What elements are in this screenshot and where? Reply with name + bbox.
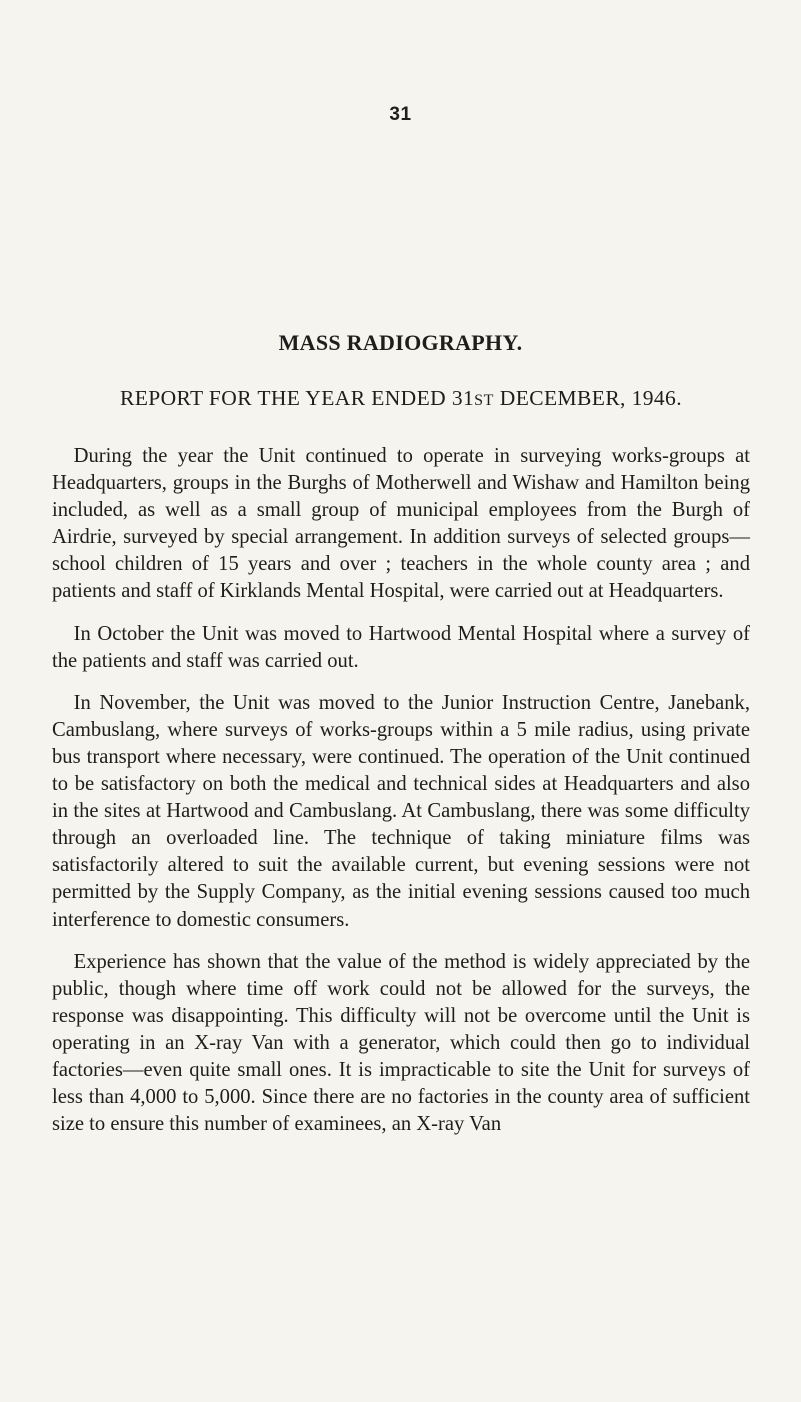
paragraph-november-move: In November, the Unit was moved to the Junior Instruction Centre, Janebank, Cambuslang, where surveys of works-groups within a 5 mile radius, using private bus transport where necessary, were continued. The operation of the Unit continued to be satisfactory on both the medical and technical sides at Headquarters and also in the sites at Hartwood and Cambuslang. At Cambuslang, there was some difficulty through an overloaded line. The technique of taking miniature films was satisfactorily altered to suit the available current, but evening sessions were not permitted by the Supply Company, as the initial evening sessions caused too much interference to domestic consumers. (52, 691, 750, 931)
paragraph-surveys-overview: During the year the Unit continued to operate in surveying works-groups at Headquarters, groups in the Burghs of Motherwell and Wishaw and Hamilton being included, as well as a small group of municipal employees from the Burgh of Airdrie, surveyed by special arrangement. In addition surveys of selected groups—school children of 15 years and over ; teachers in the whole county area ; and patients and staff of Kirklands Mental Hospital, were carried out at Headquarters. (52, 445, 750, 603)
report-subtitle (52, 386, 750, 411)
subtitle-text-end: DECEMBER, 1946. (494, 386, 682, 410)
report-body (52, 443, 750, 1153)
subtitle-ordinal: ST (474, 392, 495, 409)
paragraph-experience: Experience has shown that the value of the method is widely appreciated by the public, though where time off work could not be allowed for the surveys, the response was disappointing. This difficulty will not be overcome until the Unit is operating in an X-ray Van with a generator, which could then go to individual factories—even quite small ones. It is impracticable to site the Unit for surveys of less than 4,000 to 5,000. Since there are no factories in the county area of sufficient size to ensure this number of examinees, an X-ray Van (52, 950, 750, 1136)
paragraph-october-move: In October the Unit was moved to Hartwood Mental Hospital where a survey of the patients and staff was carried out. (52, 622, 750, 672)
report-title: MASS RADIOGRAPHY. (278, 330, 523, 355)
subtitle-text-start: REPORT FOR THE YEAR ENDED 31 (120, 386, 475, 410)
page-number: 31 (389, 104, 412, 125)
